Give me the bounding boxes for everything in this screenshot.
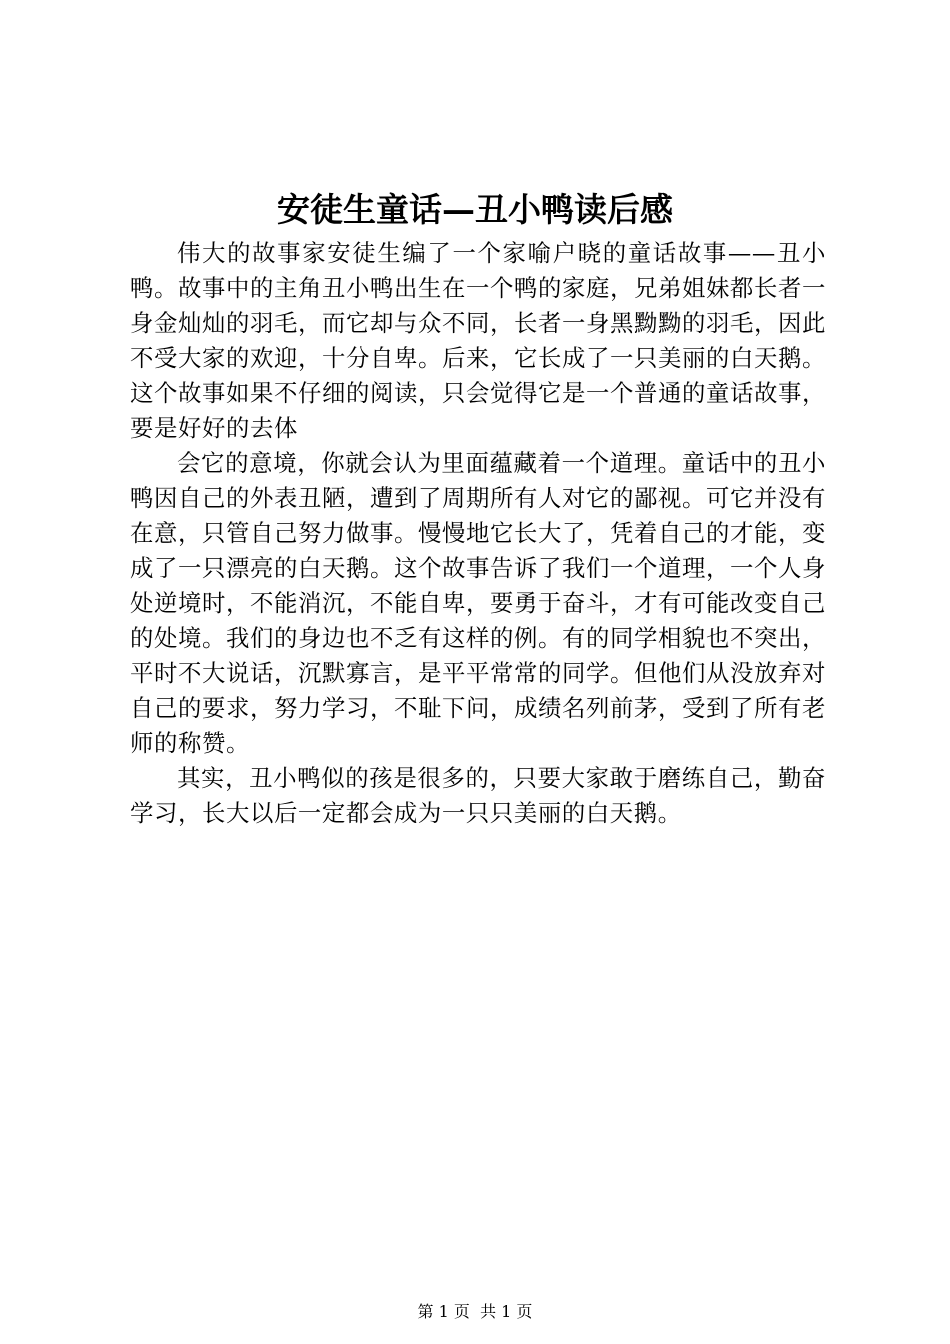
- paragraph-3: 其实，丑小鸭似的孩是很多的，只要大家敢于磨练自己，勤奋学习，长大以后一定都会成为一只只美丽的白天鹅。: [130, 764, 826, 827]
- document-body: [130, 236, 826, 831]
- page-footer: [0, 1302, 950, 1322]
- paragraph-2: 会它的意境，你就会认为里面蕴藏着一个道理。童话中的丑小鸭因自己的外表丑陋，遭到了周期所有人对它的鄙视。可它并没有在意，只管自己努力做事。慢慢地它长大了，凭着自己的才能，变成了一只漂亮的白天鹅。这个故事告诉了我们一个道理，一个人身处逆境时，不能消沉，不能自卑，要勇于奋斗，才有可能改变自己的处境。我们的身边也不乏有这样的例。有的同学相貌也不突出，平时不大说话，沉默寡言，是平平常常的同学。但他们从没放弃对自己的要求，努力学习，不耻下问，成绩名列前茅，受到了所有老师的称赞。: [130, 449, 826, 757]
- page-number-label: 第 1 页 共 1 页: [417, 1302, 533, 1321]
- paragraph-1: 伟大的故事家安徒生编了一个家喻户晓的童话故事——丑小鸭。故事中的主角丑小鸭出生在一个鸭的家庭，兄弟姐妹都长者一身金灿灿的羽毛，而它却与众不同，长者一身黑黝黝的羽毛，因此不受大家的欢迎，十分自卑。后来，它长成了一只美丽的白天鹅。这个故事如果不仔细的阅读，只会觉得它是一个普通的童话故事，要是好好的去体: [130, 239, 826, 442]
- document-title: 安徒生童话—丑小鸭读后感: [277, 190, 673, 229]
